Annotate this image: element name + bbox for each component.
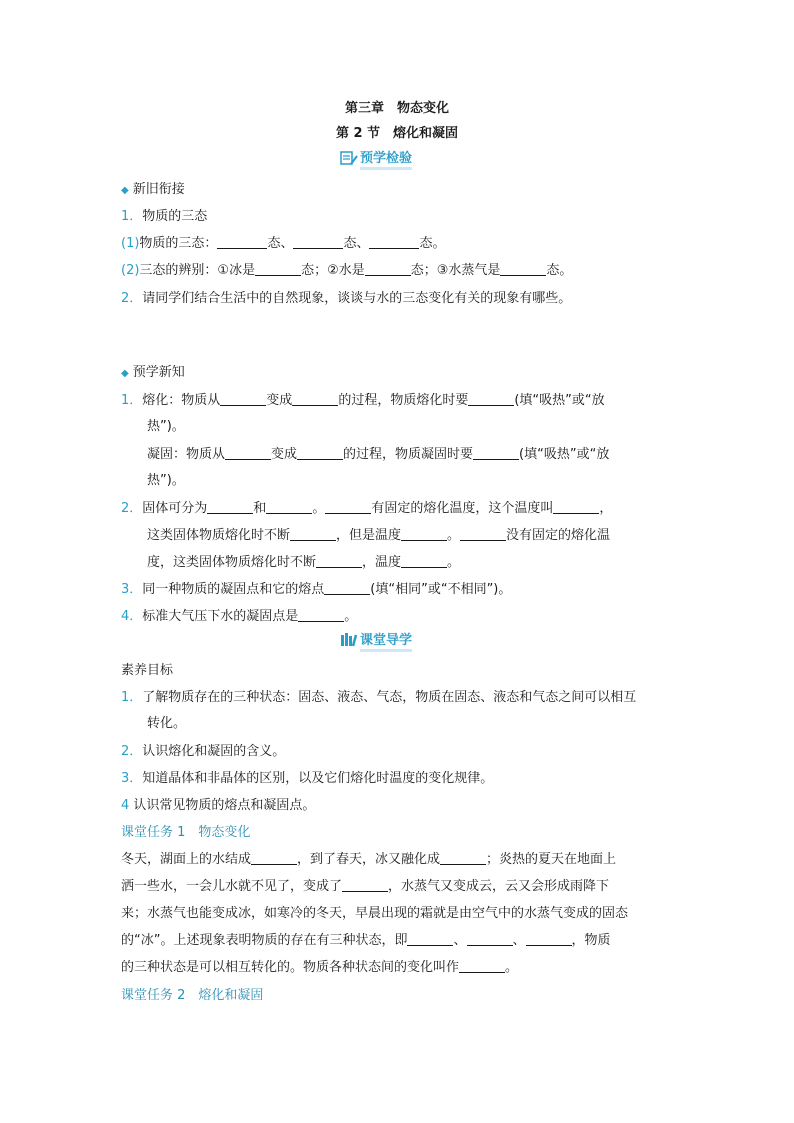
review-heading: ◆ 新旧衔接 xyxy=(121,182,185,197)
review-item-1: 1．物质的三态 xyxy=(121,209,208,224)
diamond-bullet-icon: ◆ xyxy=(121,185,129,196)
section-title: 第 2 节 熔化和凝固 xyxy=(335,126,459,141)
goal-4: 4 认识常见物质的熔点和凝固点。 xyxy=(121,798,316,813)
preview-item-1: 1．熔化：物质从 变成 的过程，物质熔化时要 (填“吸热”或“放 xyxy=(121,393,605,408)
chapter-title: 第三章 物态变化 xyxy=(344,101,449,116)
banner-preview-check xyxy=(340,148,436,168)
preview-item-2-cont-2: 度，这类固体物质熔化时不断 ，温度 。 xyxy=(147,555,461,570)
preview-item-2-cont-1: 这类固体物质熔化时不断 ，但是温度 。 没有固定的熔化温 xyxy=(147,528,611,543)
banner-class-guide xyxy=(340,630,436,650)
preview-item-4: 4．标准大气压下水的凝固点是 。 xyxy=(121,609,358,624)
review-item-1-2: (2)三态的辨别：①冰是 态；②水是 态；③水蒸气是 态。 xyxy=(121,263,573,278)
goal-2: 2．认识熔化和凝固的含义。 xyxy=(121,744,286,759)
task-1-heading: 课堂任务 1 物态变化 xyxy=(121,825,251,840)
task-1-para-line-3: 来；水蒸气也能变成冰，如寒冷的冬天，早晨出现的霜就是由空气中的水蒸气变成的固态 xyxy=(121,906,629,921)
diamond-bullet-icon: ◆ xyxy=(121,368,129,379)
task-1-para-line-4: 的“冰”。上述现象表明物质的存在有三种状态，即 、 、 ，物质 xyxy=(121,933,611,948)
banner-preview-check-label: 预学检验 xyxy=(360,147,412,170)
banner-class-guide-label: 课堂导学 xyxy=(360,629,412,652)
books-icon xyxy=(340,632,358,648)
review-item-1-1: (1)物质的三态： 态、 态、 态。 xyxy=(121,236,446,251)
preview-heading: ◆ 预学新知 xyxy=(121,365,185,380)
preview-item-1-solidify: 凝固：物质从 变成 的过程，物质凝固时要 (填“吸热”或“放 xyxy=(147,447,610,462)
preview-item-3: 3．同一种物质的凝固点和它的熔点 (填“相同”或“不相同”)。 xyxy=(121,582,512,597)
notebook-pen-icon xyxy=(340,150,358,166)
review-item-2: 2．请同学们结合生活中的自然现象，谈谈与水的三态变化有关的现象有哪些。 xyxy=(121,291,572,306)
task-1-para-line-2: 洒一些水，一会儿水就不见了，变成了 ，水蒸气又变成云，云又会形成雨降下 xyxy=(121,879,610,894)
goal-3: 3．知道晶体和非晶体的区别，以及它们熔化时温度的变化规律。 xyxy=(121,771,494,786)
preview-item-1-solidify-cont: 热”)。 xyxy=(147,473,185,488)
goals-heading: 素养目标 xyxy=(121,663,174,678)
preview-item-1-cont: 热”)。 xyxy=(147,419,185,434)
goal-1: 1．了解物质存在的三种状态：固态、液态、气态，物质在固态、液态和气态之间可以相互 xyxy=(121,690,637,705)
goal-1-cont: 转化。 xyxy=(147,716,187,731)
task-1-para-line-5: 的三种状态是可以相互转化的。物质各种状态间的变化叫作 。 xyxy=(121,960,519,975)
preview-item-2: 2．固体可分为 和 。 有固定的熔化温度，这个温度叫 ， xyxy=(121,501,613,516)
task-1-para-line-1: 冬天，湖面上的水结成 ，到了春天，冰又融化成 ；炎热的夏天在地面上 xyxy=(121,852,617,867)
task-2-heading: 课堂任务 2 熔化和凝固 xyxy=(121,988,264,1003)
